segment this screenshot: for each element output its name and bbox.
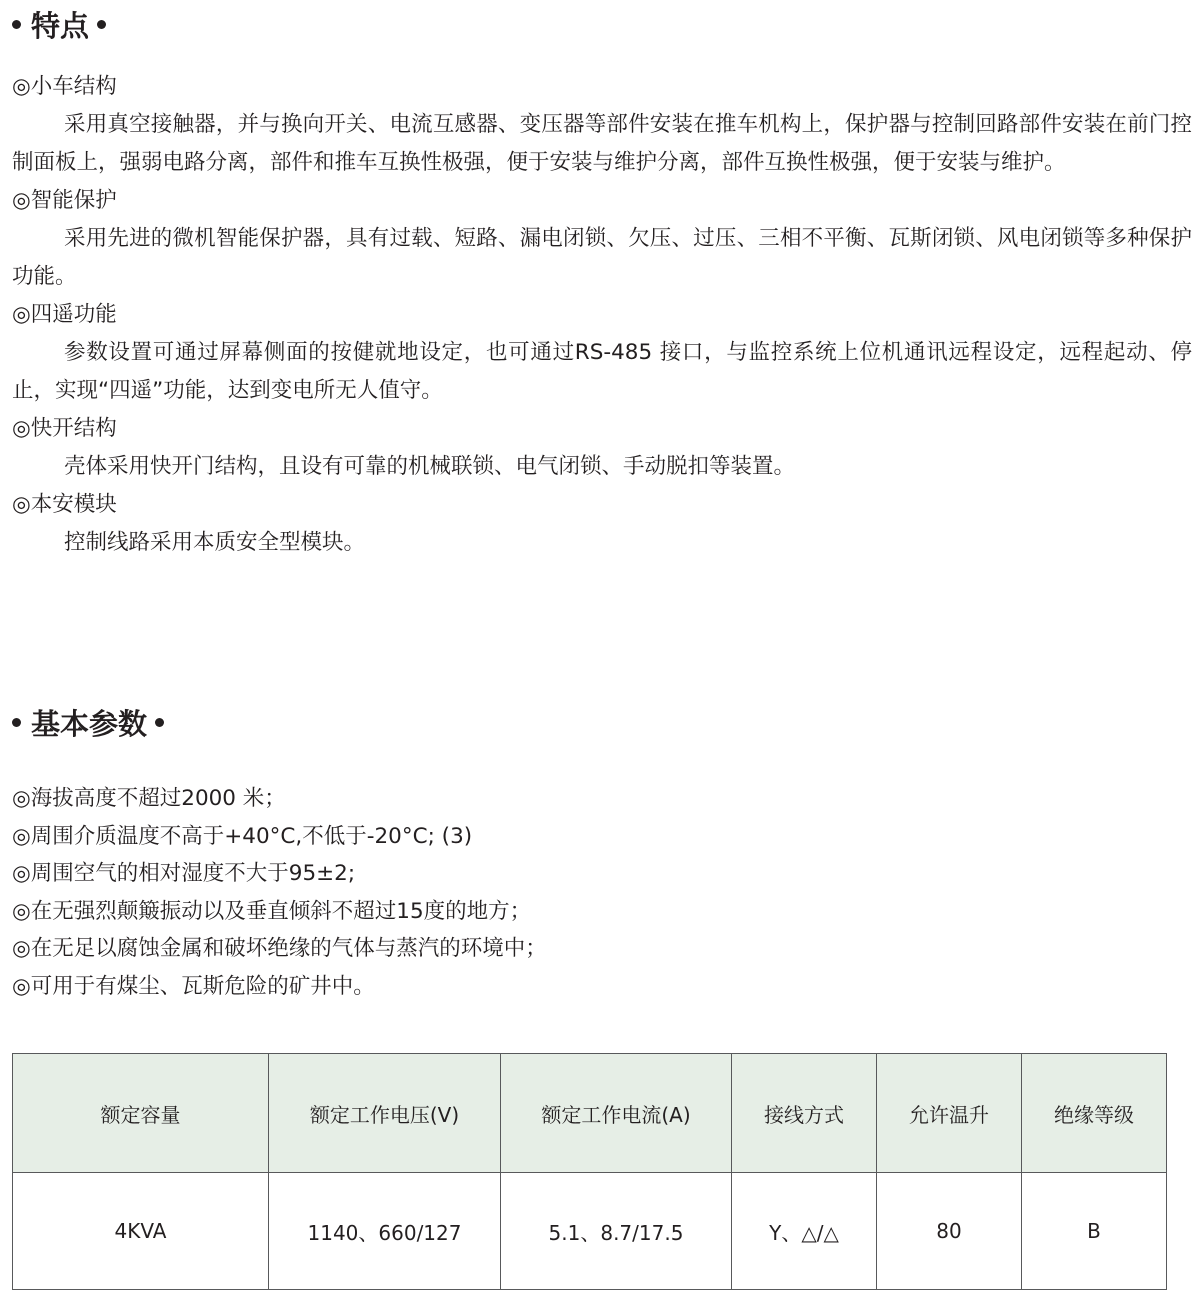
param-item: ◎周围空气的相对湿度不大于95±2; (12, 861, 356, 887)
bullet-dot-icon (12, 718, 21, 727)
cell-temp-rise: 80 (877, 1173, 1022, 1290)
feature-heading: ◎四遥功能 (12, 302, 117, 327)
feature-description: 采用真空接触器，并与换向开关、电流互感器、变压器等部件安装在推车机构上，保护器与控制回路部件安装在前门控制面板上，强弱电路分离，部件和推车互换性极强，便于安装与维护分离，部件互换性极强，便于安装与维护。 (12, 112, 1192, 175)
feature-item (12, 296, 1192, 410)
param-item: ◎海拔高度不超过2000 米； (12, 786, 286, 811)
table-header-row (13, 1054, 1167, 1173)
features-list (12, 68, 1192, 562)
header-insulation-class: 绝缘等级 (1022, 1054, 1167, 1173)
feature-item (12, 486, 1192, 562)
bullet-dot-icon (155, 718, 164, 727)
feature-description: 控制线路采用本质安全型模块。 (64, 530, 366, 555)
param-item: ◎在无足以腐蚀金属和破坏绝缘的气体与蒸汽的环境中； (12, 936, 547, 962)
cell-rated-current: 5.1、8.7/17.5 (501, 1173, 732, 1290)
bullet-dot-icon (12, 20, 21, 29)
params-section-title (12, 702, 164, 743)
cell-wiring-mode: Y、△/△ (732, 1173, 877, 1290)
header-temp-rise: 允许温升 (877, 1054, 1022, 1173)
feature-description: 参数设置可通过屏幕侧面的按健就地设定，也可通过RS-485 接口，与监控系统上位机通讯远程设定，远程起动、停止，实现“四遥”功能，达到变电所无人值守。 (12, 340, 1192, 403)
spec-table (12, 1053, 1167, 1290)
cell-rated-voltage: 1140、660/127 (269, 1173, 501, 1290)
bullet-dot-icon (97, 20, 106, 29)
cell-rated-capacity: 4KVA (13, 1173, 269, 1290)
param-item: ◎周围介质温度不高于+40°C,不低于-20°C; (3) (12, 823, 473, 849)
cell-insulation-class: B (1022, 1173, 1167, 1290)
params-title-text: 基本参数 (31, 707, 148, 741)
feature-heading: ◎本安模块 (12, 492, 117, 517)
header-rated-capacity: 额定容量 (13, 1054, 269, 1173)
feature-heading: ◎快开结构 (12, 416, 117, 441)
params-list (12, 780, 1192, 1006)
param-item: ◎在无强烈颠簸振动以及垂直倾斜不超过15度的地方； (12, 898, 532, 924)
feature-item (12, 410, 1192, 486)
param-item: ◎可用于有煤尘、瓦斯危险的矿井中。 (12, 973, 375, 999)
feature-description: 采用先进的微机智能保护器，具有过载、短路、漏电闭锁、欠压、过压、三相不平衡、瓦斯闭锁、风电闭锁等多种保护功能。 (12, 226, 1192, 289)
features-section-title (12, 4, 106, 45)
feature-item (12, 182, 1192, 296)
header-rated-current: 额定工作电流(A) (501, 1054, 732, 1173)
feature-item (12, 68, 1192, 182)
feature-description: 壳体采用快开门结构，且设有可靠的机械联锁、电气闭锁、手动脱扣等装置。 (64, 454, 796, 479)
feature-heading: ◎智能保护 (12, 188, 117, 213)
features-title-text: 特点 (31, 9, 90, 43)
feature-heading: ◎小车结构 (12, 74, 117, 99)
header-rated-voltage: 额定工作电压(V) (269, 1054, 501, 1173)
header-wiring-mode: 接线方式 (732, 1054, 877, 1173)
table-row (13, 1173, 1167, 1290)
